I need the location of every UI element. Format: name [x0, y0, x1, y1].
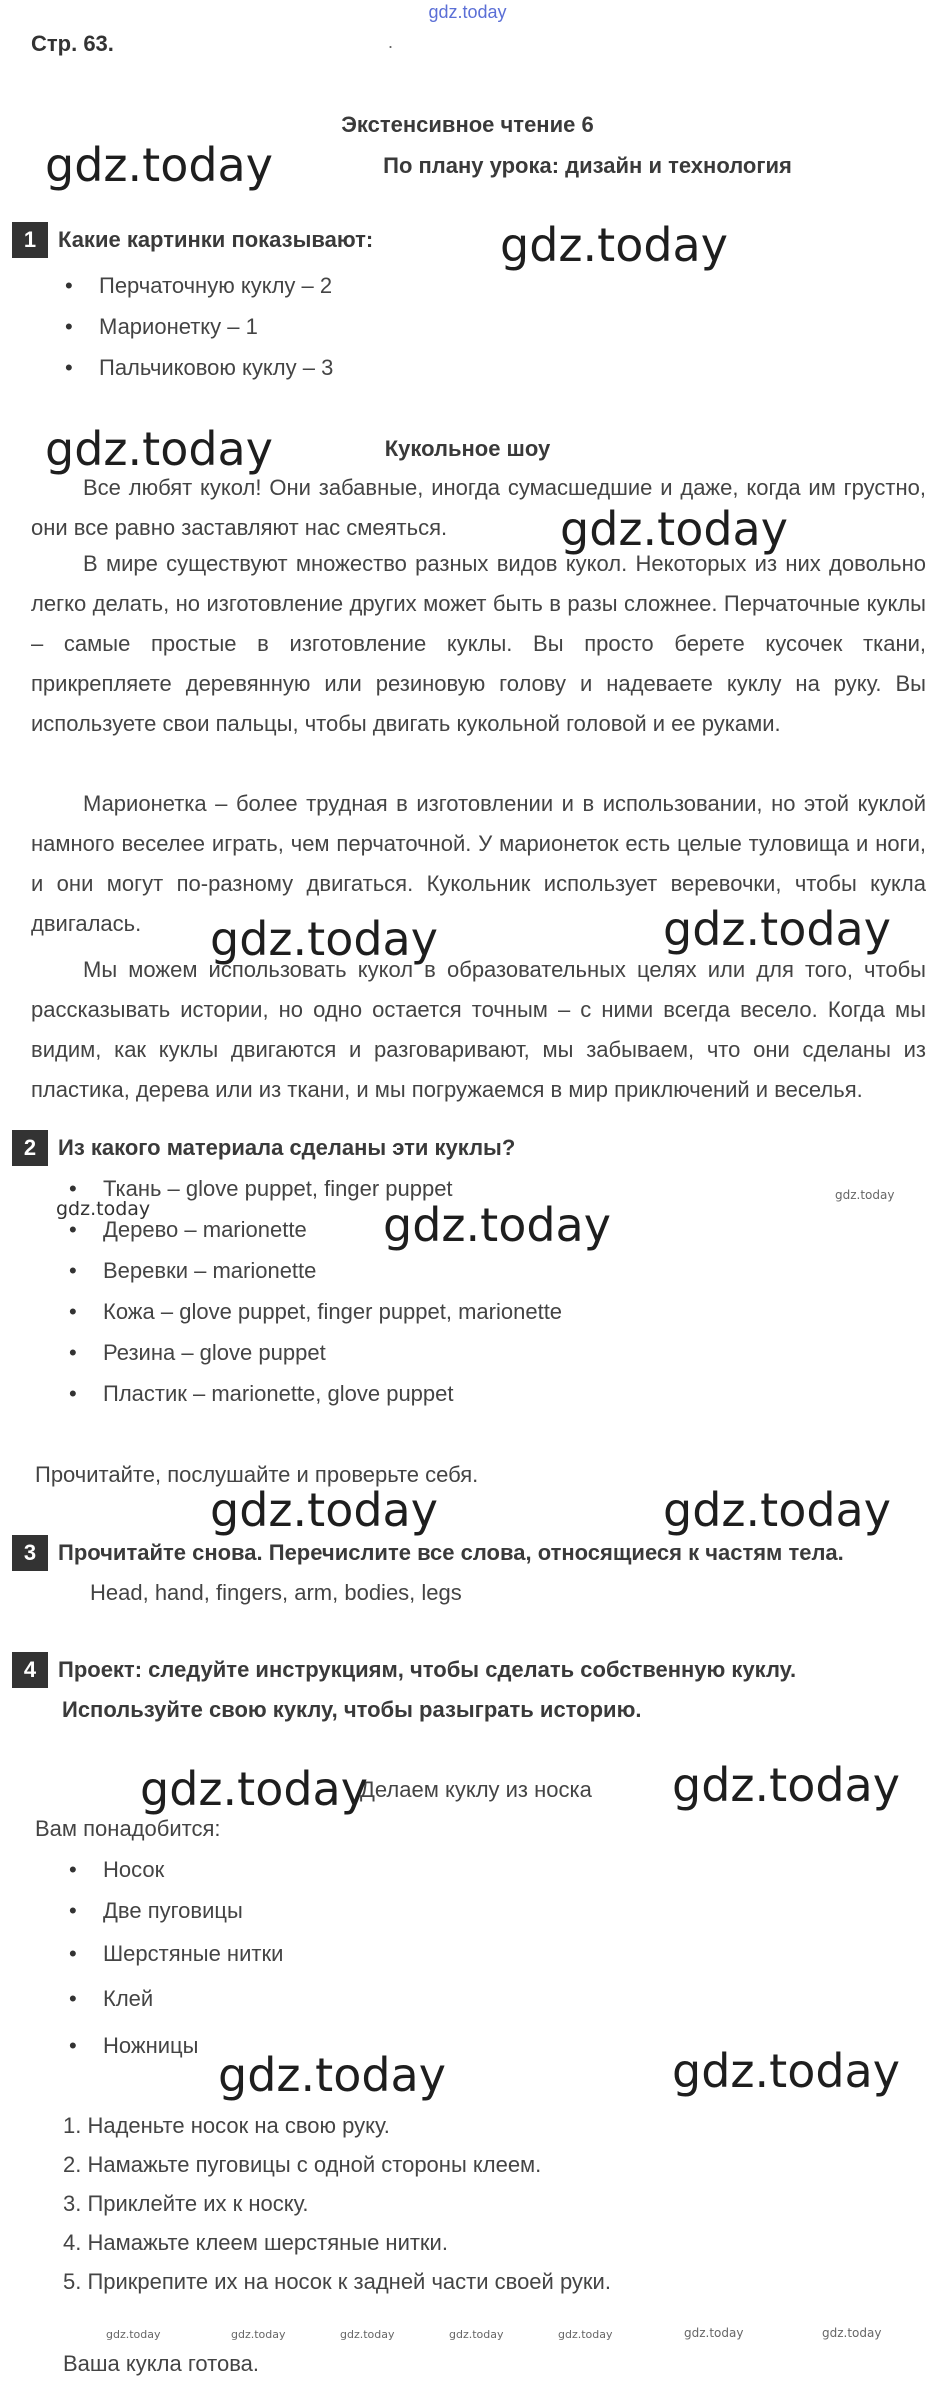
lesson-subtitle: По плану урока: дизайн и технология — [383, 153, 792, 178]
watermark: gdz.today — [500, 218, 728, 272]
watermark: gdz.today — [684, 2326, 744, 2340]
watermark: gdz.today — [231, 2328, 286, 2341]
paragraph-1: Все любят кукол! Они забавные, иногда сумасшедшие и даже, когда им грустно, они все равно заставляют нас смеяться. — [31, 475, 926, 540]
step-item: 3. Приклейте их к носку. — [63, 2191, 309, 2216]
stray-dot: . — [388, 32, 394, 52]
lesson-title: Экстенсивное чтение 6 — [341, 112, 594, 137]
list-item: • Пластик – marionette, glove puppet — [103, 1381, 454, 1407]
watermark: gdz.today — [672, 2044, 900, 2098]
watermark: gdz.today — [672, 1758, 900, 1812]
list-item: • Шерстяные нитки — [103, 1941, 283, 1967]
list-item: • Перчаточную куклу – 2 — [99, 273, 332, 299]
list-item: • Дерево – marionette — [103, 1217, 307, 1243]
watermark: gdz.today — [449, 2328, 504, 2341]
list-item: • Носок — [103, 1857, 164, 1883]
task-title: Прочитайте снова. Перечислите все слова, относящиеся к частям тела. — [58, 1540, 844, 1565]
list-item: • Марионетку – 1 — [99, 314, 258, 340]
watermark: gdz.today — [218, 2048, 446, 2102]
task-number-badge: 3 — [12, 1535, 48, 1571]
watermark: gdz.today — [140, 1762, 368, 1816]
watermark: gdz.today — [663, 1483, 891, 1537]
list-item: • Две пуговицы — [103, 1898, 243, 1924]
watermark: gdz.today — [835, 1188, 895, 1202]
watermark: gdz.today — [560, 502, 788, 556]
task-title: Проект: следуйте инструкциям, чтобы сделать собственную куклу. — [58, 1657, 797, 1682]
site-watermark-top: gdz.today — [428, 2, 507, 22]
task-number-badge: 1 — [12, 222, 48, 258]
task-number-badge: 4 — [12, 1652, 48, 1688]
task-4-header — [12, 1652, 796, 1688]
step-item: 5. Прикрепите их на носок к задней части своей руки. — [63, 2269, 611, 2294]
task-title: Какие картинки показывают: — [58, 227, 374, 252]
watermark: gdz.today — [56, 1198, 151, 1220]
done-note: Ваша кукла готова. — [63, 2351, 259, 2376]
watermark: gdz.today — [383, 1198, 611, 1252]
task-4-title-line-2: Используйте свою куклу, чтобы разыграть историю. — [62, 1697, 642, 1722]
task-3-answer: Head, hand, fingers, arm, bodies, legs — [90, 1580, 462, 1605]
task-3-header — [12, 1535, 844, 1571]
list-item: • Ткань – glove puppet, finger puppet — [103, 1176, 453, 1202]
task-number-badge: 2 — [12, 1130, 48, 1166]
watermark: gdz.today — [106, 2328, 161, 2341]
read-check-note: Прочитайте, послушайте и проверьте себя. — [35, 1462, 479, 1487]
step-item: 4. Намажьте клеем шерстяные нитки. — [63, 2230, 448, 2255]
watermark: gdz.today — [663, 902, 891, 956]
materials-label: Вам понадобится: — [35, 1816, 221, 1841]
list-item: • Ножницы — [103, 2033, 198, 2059]
watermark: gdz.today — [45, 138, 273, 192]
paragraph-2: В мире существуют множество разных видов кукол. Некоторых из них довольно легко делать, но изготовление других может быть в разы сложнее. Перчаточные куклы – самые простые в изготовление куклы. Вы просто берете кусочек ткани, прикрепляете деревянную или резиновую голову и надеваете куклу на руку. Вы используете свои пальцы, чтобы двигать кукольной головой и ее руками. — [31, 551, 926, 736]
text-title: Кукольное шоу — [384, 436, 551, 461]
watermark: gdz.today — [210, 912, 438, 966]
list-item: • Веревки – marionette — [103, 1258, 316, 1284]
page-number: Стр. 63. — [31, 31, 114, 56]
task-1-header — [12, 222, 373, 258]
step-item: 1. Наденьте носок на свою руку. — [63, 2113, 390, 2138]
list-item: • Резина – glove puppet — [103, 1340, 326, 1366]
paragraph-3: Марионетка – более трудная в изготовлении и в использовании, но этой куклой намного веселее играть, чем перчаточной. У марионеток есть целые туловища и ноги, и они могут по-разному двигаться. Кукольник использует веревочки, чтобы кукла двигалась. — [31, 791, 926, 936]
watermark: gdz.today — [822, 2326, 882, 2340]
watermark: gdz.today — [45, 422, 273, 476]
step-item: 2. Намажьте пуговицы с одной стороны клеем. — [63, 2152, 542, 2177]
watermark: gdz.today — [340, 2328, 395, 2341]
paragraph-4: Мы можем использовать кукол в образовательных целях или для того, чтобы рассказывать истории, но одно остается точным – с ними всегда весело. Когда мы видим, как куклы двигаются и разговаривают, мы забываем, что они сделаны из пластика, дерева или из ткани, и мы погружаемся в мир приключений и веселья. — [31, 957, 926, 1102]
task-2-header — [12, 1130, 515, 1166]
list-item: • Кожа – glove puppet, finger puppet, marionette — [103, 1299, 562, 1325]
watermark: gdz.today — [210, 1483, 438, 1537]
task-4-subtitle: Делаем куклу из носка — [360, 1777, 592, 1802]
task-title: Из какого материала сделаны эти куклы? — [58, 1135, 516, 1160]
watermark: gdz.today — [558, 2328, 613, 2341]
list-item: • Пальчиковою куклу – 3 — [99, 355, 333, 381]
list-item: • Клей — [103, 1986, 153, 2012]
